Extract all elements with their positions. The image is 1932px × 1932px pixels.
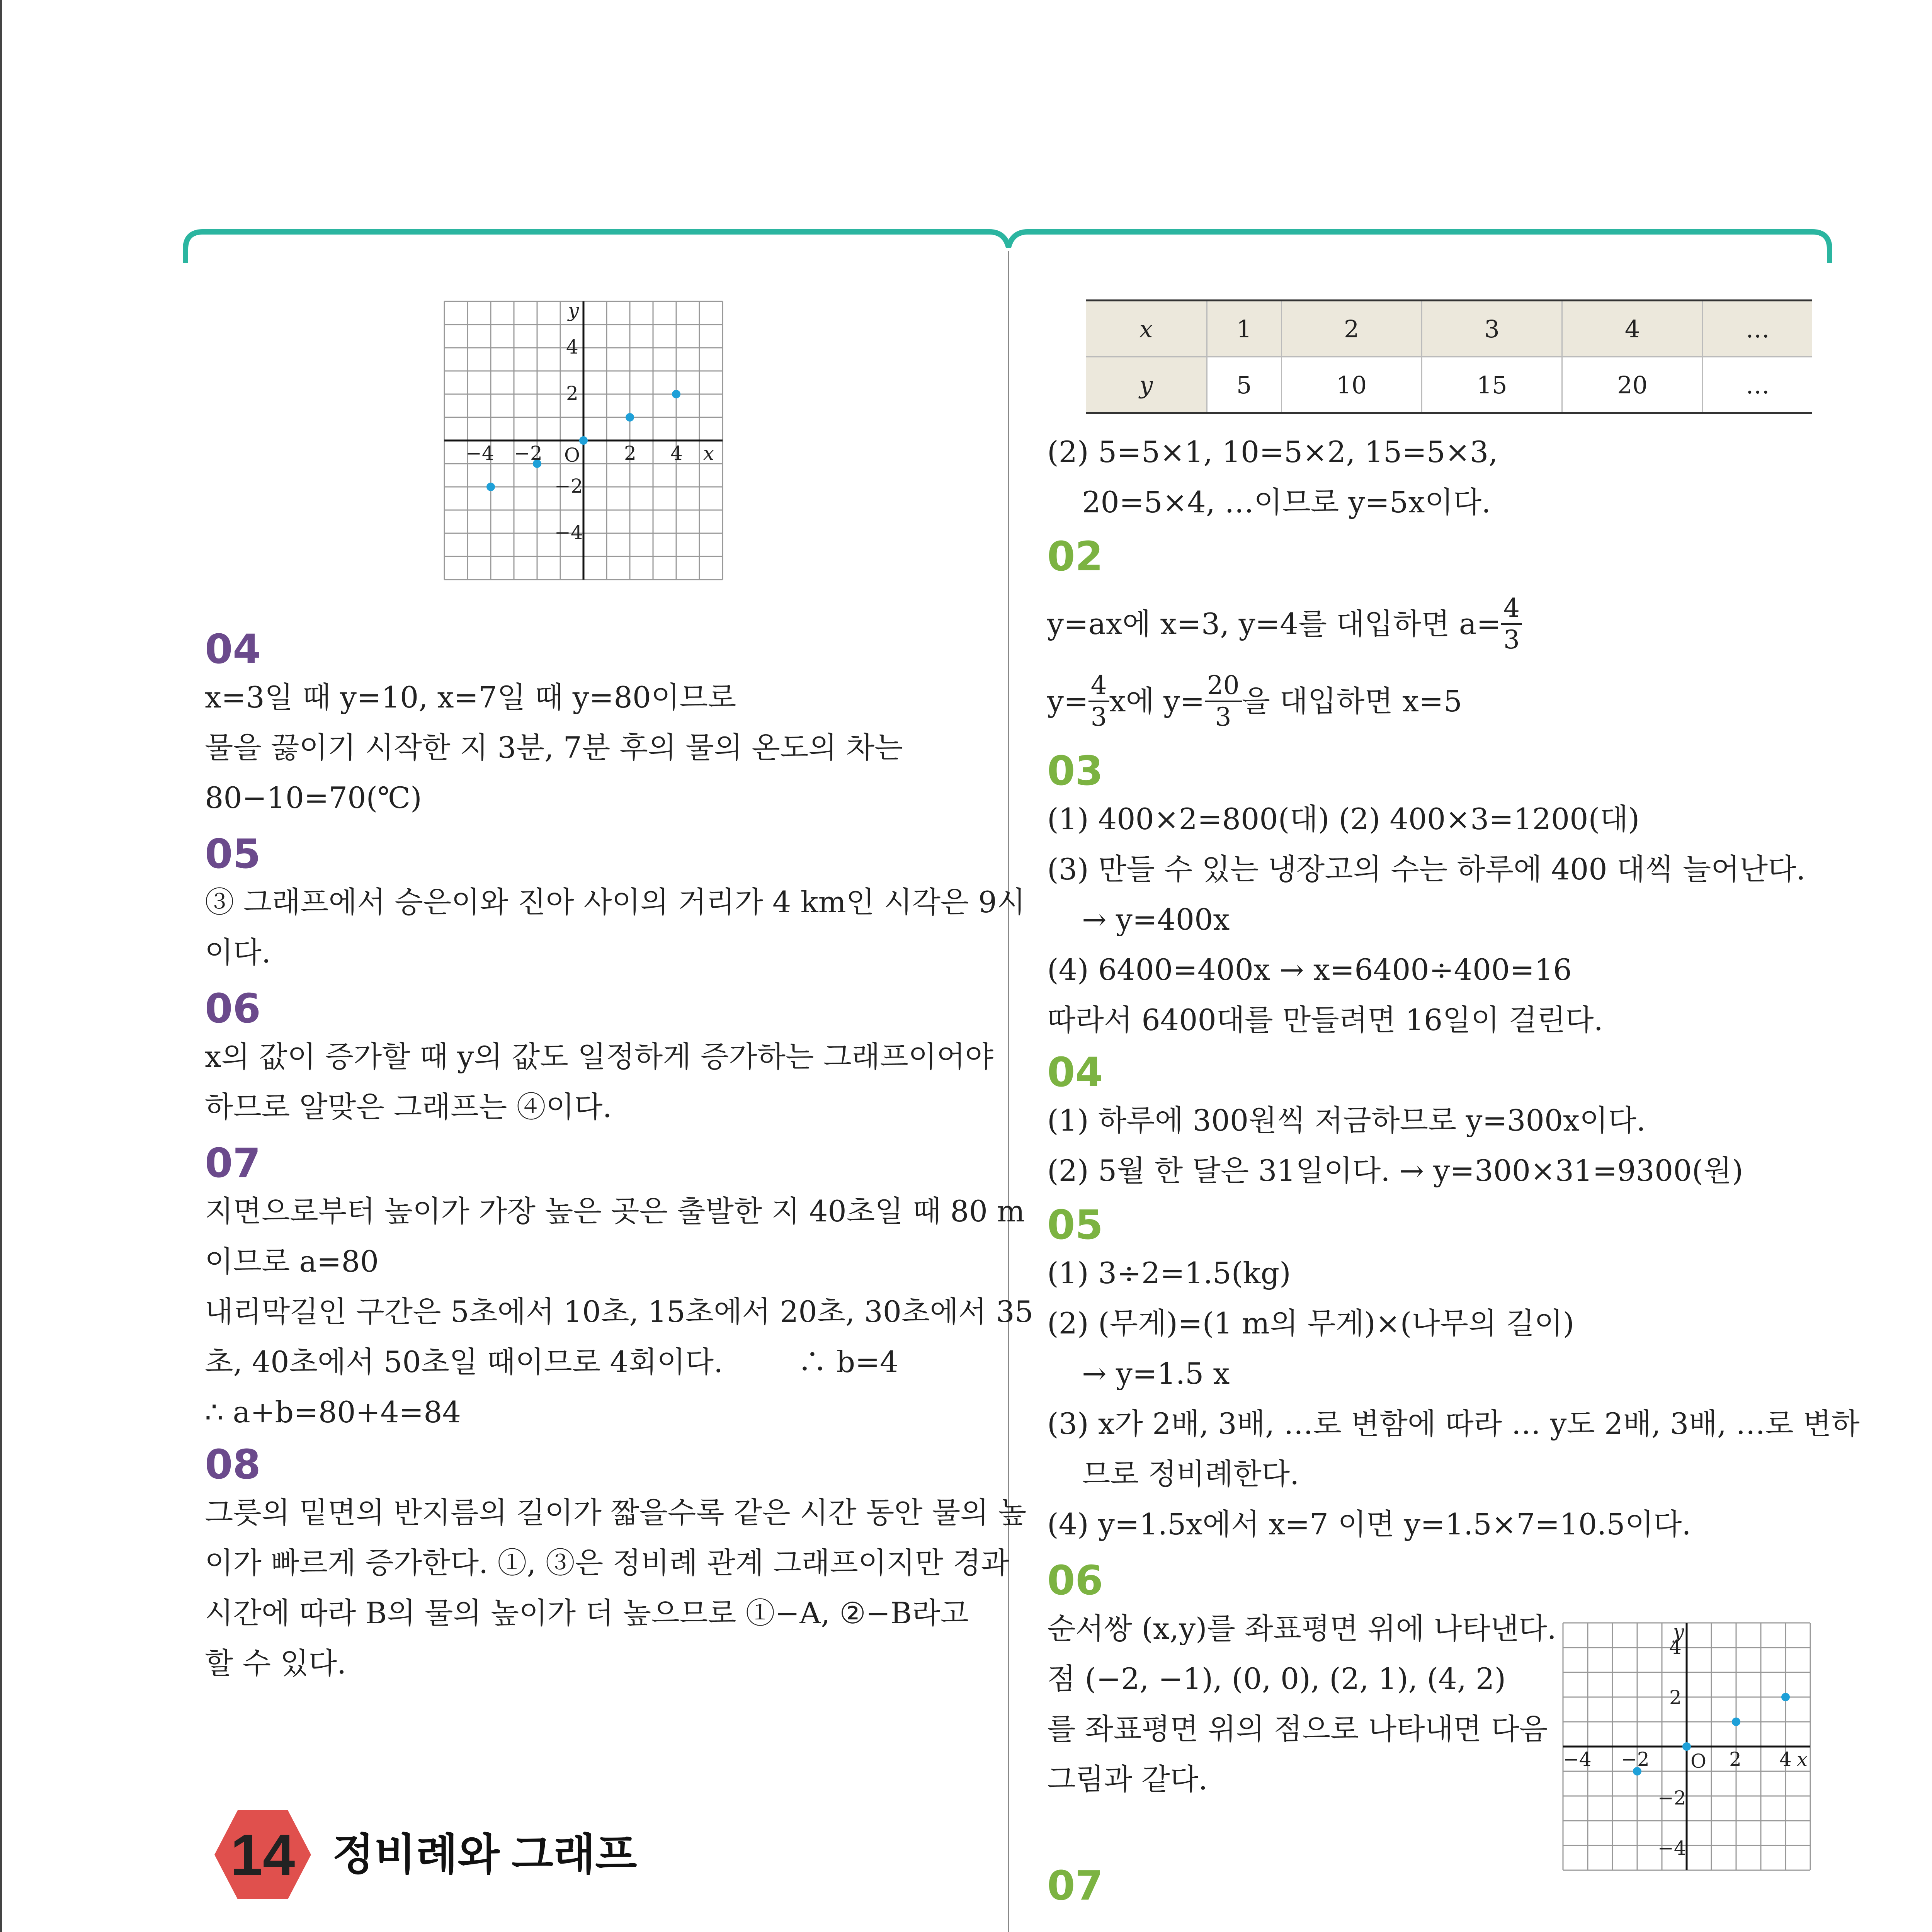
text-line: 순서쌍 (x,y)를 좌표평면 위에 나타낸다. xyxy=(1047,1611,1556,1646)
axis-label: y xyxy=(1673,1621,1684,1643)
text-line: → y=400x xyxy=(1082,902,1230,937)
item-04 xyxy=(1047,1049,1743,1196)
table-cell: 5 xyxy=(1207,357,1282,413)
text-line: x=3일 때 y=10, x=7일 때 y=80이므로 xyxy=(205,680,736,714)
text-line: (4) 6400=400x → x=6400÷400=16 xyxy=(1047,952,1572,987)
text-line: (1) 3÷2=1.5(kg) xyxy=(1047,1256,1291,1290)
text-line: 물을 끓이기 시작한 지 3분, 7분 후의 물의 온도의 차는 xyxy=(205,730,903,765)
top-frame xyxy=(0,0,1932,270)
point xyxy=(486,483,495,491)
problem-number: 04 xyxy=(205,626,261,673)
text-line: 20=5×4, …이므로 y=5x이다. xyxy=(1082,485,1491,519)
text-line: 이가 빠르게 증가한다. ①, ③은 정비례 관계 그래프이지만 경과 xyxy=(205,1546,1010,1580)
tick-label: −4 xyxy=(466,442,494,464)
table-cell: 10 xyxy=(1281,357,1422,413)
tick-label: 4 xyxy=(1669,1636,1682,1658)
point xyxy=(579,436,588,445)
table-header: y xyxy=(1086,357,1207,413)
tick-label: −2 xyxy=(1621,1748,1650,1770)
problem-number: 08 xyxy=(205,1441,261,1488)
problem-number: 04 xyxy=(1047,1049,1103,1096)
table-cell: 4 xyxy=(1562,301,1702,357)
text-line: 므로 정비례한다. xyxy=(1082,1457,1299,1491)
table-cell: 3 xyxy=(1422,301,1562,357)
text-line: 이므로 a=80 xyxy=(205,1244,379,1279)
table-cell: … xyxy=(1702,357,1812,413)
tick-label: 2 xyxy=(566,382,578,405)
tick-label: −4 xyxy=(1658,1837,1686,1859)
left-margin-line xyxy=(0,0,2,1932)
table-cell: 2 xyxy=(1281,301,1422,357)
text-line: 초, 40초에서 50초일 때이므로 4회이다. ∴ b=4 xyxy=(205,1345,899,1379)
text-line: 내리막길인 구간은 5초에서 10초, 15초에서 20초, 30초에서 35 xyxy=(205,1294,1034,1329)
point xyxy=(1781,1693,1790,1701)
fraction xyxy=(1088,670,1109,732)
item-01-cont xyxy=(1047,427,1498,527)
tick-label: 4 xyxy=(566,336,578,358)
text-line: (2) (무게)=(1 m의 무게)×(나무의 길이) xyxy=(1047,1306,1575,1340)
graph-item-06 xyxy=(1563,1623,1814,1874)
problem-number: 07 xyxy=(205,1139,261,1187)
tick-label: −2 xyxy=(514,442,543,464)
text-line: 80−10=70(℃) xyxy=(205,781,422,815)
text-line: ∴ a+b=80+4=84 xyxy=(205,1395,461,1429)
tick-label: 2 xyxy=(624,442,636,464)
denominator: 3 xyxy=(1215,702,1231,732)
item-05 xyxy=(1047,1202,1860,1549)
text-line: 하므로 알맞은 그래프는 ④이다. xyxy=(205,1090,612,1124)
item-08 xyxy=(205,1441,1026,1689)
item-06 xyxy=(1047,1557,1556,1804)
text-line: 그림과 같다. xyxy=(1047,1762,1208,1796)
equation-line xyxy=(1047,587,1522,661)
point xyxy=(1732,1718,1740,1726)
text-line: → y=1.5 x xyxy=(1082,1356,1230,1391)
tick-label: 2 xyxy=(1729,1748,1742,1770)
text-line: 를 좌표평면 위의 점으로 나타내면 다음 xyxy=(1047,1712,1548,1746)
problem-number: 02 xyxy=(1047,533,1103,580)
text-line: 이다. xyxy=(205,935,271,969)
table-cell: 15 xyxy=(1422,357,1562,413)
text-line: 그릇의 밑면의 반지름의 길이가 짧을수록 같은 시간 동안 물의 높 xyxy=(205,1495,1027,1530)
tick-label: 4 xyxy=(670,442,683,464)
tick-label: −2 xyxy=(554,475,583,497)
text-line: (1) 하루에 300원씩 저금하므로 y=300x이다. xyxy=(1047,1103,1646,1138)
item-07 xyxy=(1047,1862,1103,1909)
text-line: 점 (−2, −1), (0, 0), (2, 1), (4, 2) xyxy=(1047,1662,1506,1696)
table-cell: 20 xyxy=(1562,357,1702,413)
section-title: 정비례와 그래프 xyxy=(332,1830,637,1879)
denominator: 3 xyxy=(1503,625,1520,655)
tick-label: −4 xyxy=(1563,1748,1592,1770)
problem-number: 06 xyxy=(205,985,261,1032)
text-line: 지면으로부터 높이가 가장 높은 곳은 출발한 지 40초일 때 80 m xyxy=(205,1194,1025,1228)
item-04 xyxy=(205,626,903,823)
text-line: (3) 만들 수 있는 냉장고의 수는 하루에 400 대씩 늘어난다. xyxy=(1047,852,1806,886)
fraction xyxy=(1205,670,1242,732)
origin-label: O xyxy=(1690,1750,1706,1772)
numerator: 20 xyxy=(1205,670,1242,702)
point xyxy=(1682,1742,1691,1751)
equation-line xyxy=(1047,665,1462,738)
text-line: ③ 그래프에서 승은이와 진아 사이의 거리가 4 km인 시각은 9시 xyxy=(205,885,1026,919)
tick-label: −2 xyxy=(1658,1787,1686,1809)
item-03 xyxy=(1047,748,1806,1045)
table-cell: … xyxy=(1702,301,1812,357)
origin-label: O xyxy=(564,444,580,466)
text-line: (2) 5월 한 달은 31일이다. → y=300×31=9300(원) xyxy=(1047,1153,1743,1188)
axis-label: y xyxy=(568,299,579,321)
problem-number: 03 xyxy=(1047,747,1103,794)
tick-label: 2 xyxy=(1669,1686,1682,1709)
graph-label-2 xyxy=(1434,1930,1475,1932)
numerator: 4 xyxy=(1088,670,1109,702)
section-number: 14 xyxy=(230,1822,295,1887)
text: y= xyxy=(1047,684,1088,718)
text: x에 y= xyxy=(1109,684,1205,718)
problem-number: 07 xyxy=(1047,1862,1103,1909)
item-05 xyxy=(205,831,1025,978)
tick-label: 4 xyxy=(1779,1748,1792,1770)
table-cell: 1 xyxy=(1207,301,1282,357)
point xyxy=(672,390,680,398)
text-line: (2) 5=5×1, 10=5×2, 15=5×3, xyxy=(1047,435,1498,469)
graph-top-left xyxy=(444,301,726,580)
axis-label: x xyxy=(1797,1748,1808,1770)
item-02 xyxy=(1047,533,1103,580)
item-07 xyxy=(205,1140,1033,1437)
problem-number: 05 xyxy=(205,830,261,878)
text-line: 시간에 따라 B의 물의 높이가 더 높으므로 ①−A, ②−B라고 xyxy=(205,1596,969,1630)
fraction xyxy=(1501,593,1522,655)
problem-number: 05 xyxy=(1047,1201,1103,1248)
text-line: (1) 400×2=800(대) (2) 400×3=1200(대) xyxy=(1047,802,1640,836)
item-06 xyxy=(205,985,993,1132)
tick-label: −4 xyxy=(554,521,583,544)
text-line: (3) x가 2배, 3배, …로 변함에 따라 … y도 2배, 3배, …로 변하 xyxy=(1047,1406,1860,1441)
text-line: 따라서 6400대를 만들려면 16일이 걸린다. xyxy=(1047,1003,1603,1037)
text: 을 대입하면 x=5 xyxy=(1242,684,1462,718)
point xyxy=(626,413,634,422)
denominator: 3 xyxy=(1090,702,1107,732)
text-line: 할 수 있다. xyxy=(205,1646,347,1680)
axis-label: x xyxy=(703,442,714,464)
text: y=ax에 x=3, y=4를 대입하면 a= xyxy=(1047,607,1501,641)
text-line: x의 값이 증가할 때 y의 값도 일정하게 증가하는 그래프이어야 xyxy=(205,1039,994,1074)
graph-label-1 xyxy=(1051,1930,1093,1932)
table-header: x xyxy=(1086,301,1207,357)
value-table-1 xyxy=(1086,299,1812,414)
numerator: 4 xyxy=(1501,593,1522,625)
problem-number: 06 xyxy=(1047,1557,1103,1604)
text-line: (4) y=1.5x에서 x=7 이면 y=1.5×7=10.5이다. xyxy=(1047,1507,1691,1541)
